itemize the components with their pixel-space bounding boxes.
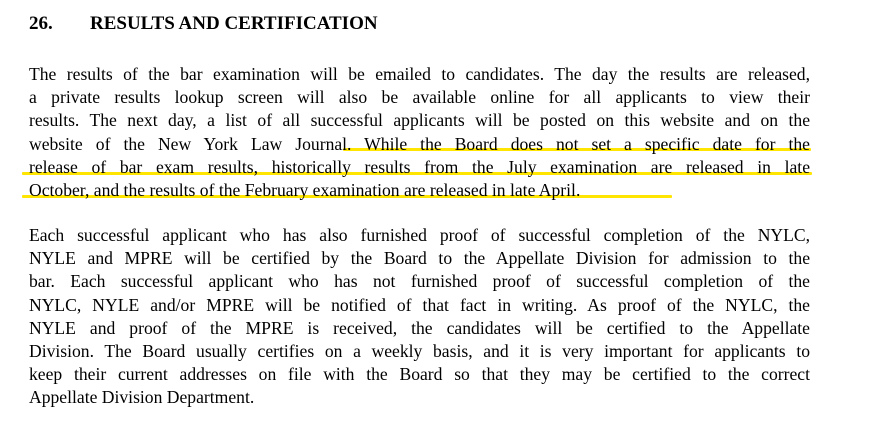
paragraph-line: Each successful applicant who has also furnished proof of successful completion of the NYLC, [29, 225, 810, 245]
paragraph-line: The results of the bar examination will be emailed to candidates. The day the results are released, [29, 64, 810, 84]
paragraph-line: a private results lookup screen will also be available online for all applicants to view their [29, 87, 810, 108]
certification-paragraph [29, 224, 810, 410]
paragraph-line: bar. Each successful applicant who has not furnished proof of successful completion of the [29, 271, 810, 292]
paragraph-line: results. The next day, a list of all successful applicants will be posted on this website and on the [29, 110, 810, 131]
paragraph-line: NYLC, NYLE and/or MPRE will be notified of that fact in writing. As proof of the NYLC, the [29, 294, 810, 315]
section-title: RESULTS AND CERTIFICATION [90, 13, 378, 34]
paragraph-line: October, and the results of the February examination are released in late April. [29, 180, 581, 201]
paragraph-line: NYLE and proof of the MPRE is received, the candidates will be certified to the Appellate [29, 317, 810, 338]
section-number: 26. [29, 13, 53, 34]
paragraph-line: Division. The Board usually certifies on a weekly basis, and it is very important for applicants to [29, 341, 810, 362]
paragraph-line: NYLE and MPRE will be certified by the Board to the Appellate Division for admission to the [29, 248, 810, 269]
paragraph-line: release of bar exam results, historically results from the July examination are released in late [29, 156, 810, 177]
results-paragraph [29, 63, 810, 202]
paragraph-line: Appellate Division Department. [29, 387, 255, 408]
paragraph-line: website of the New York Law Journal. While the Board does not set a specific date for the [29, 133, 810, 154]
paragraph-line: keep their current addresses on file with the Board so that they may be certified to the correct [29, 364, 810, 385]
section-heading [29, 13, 378, 35]
